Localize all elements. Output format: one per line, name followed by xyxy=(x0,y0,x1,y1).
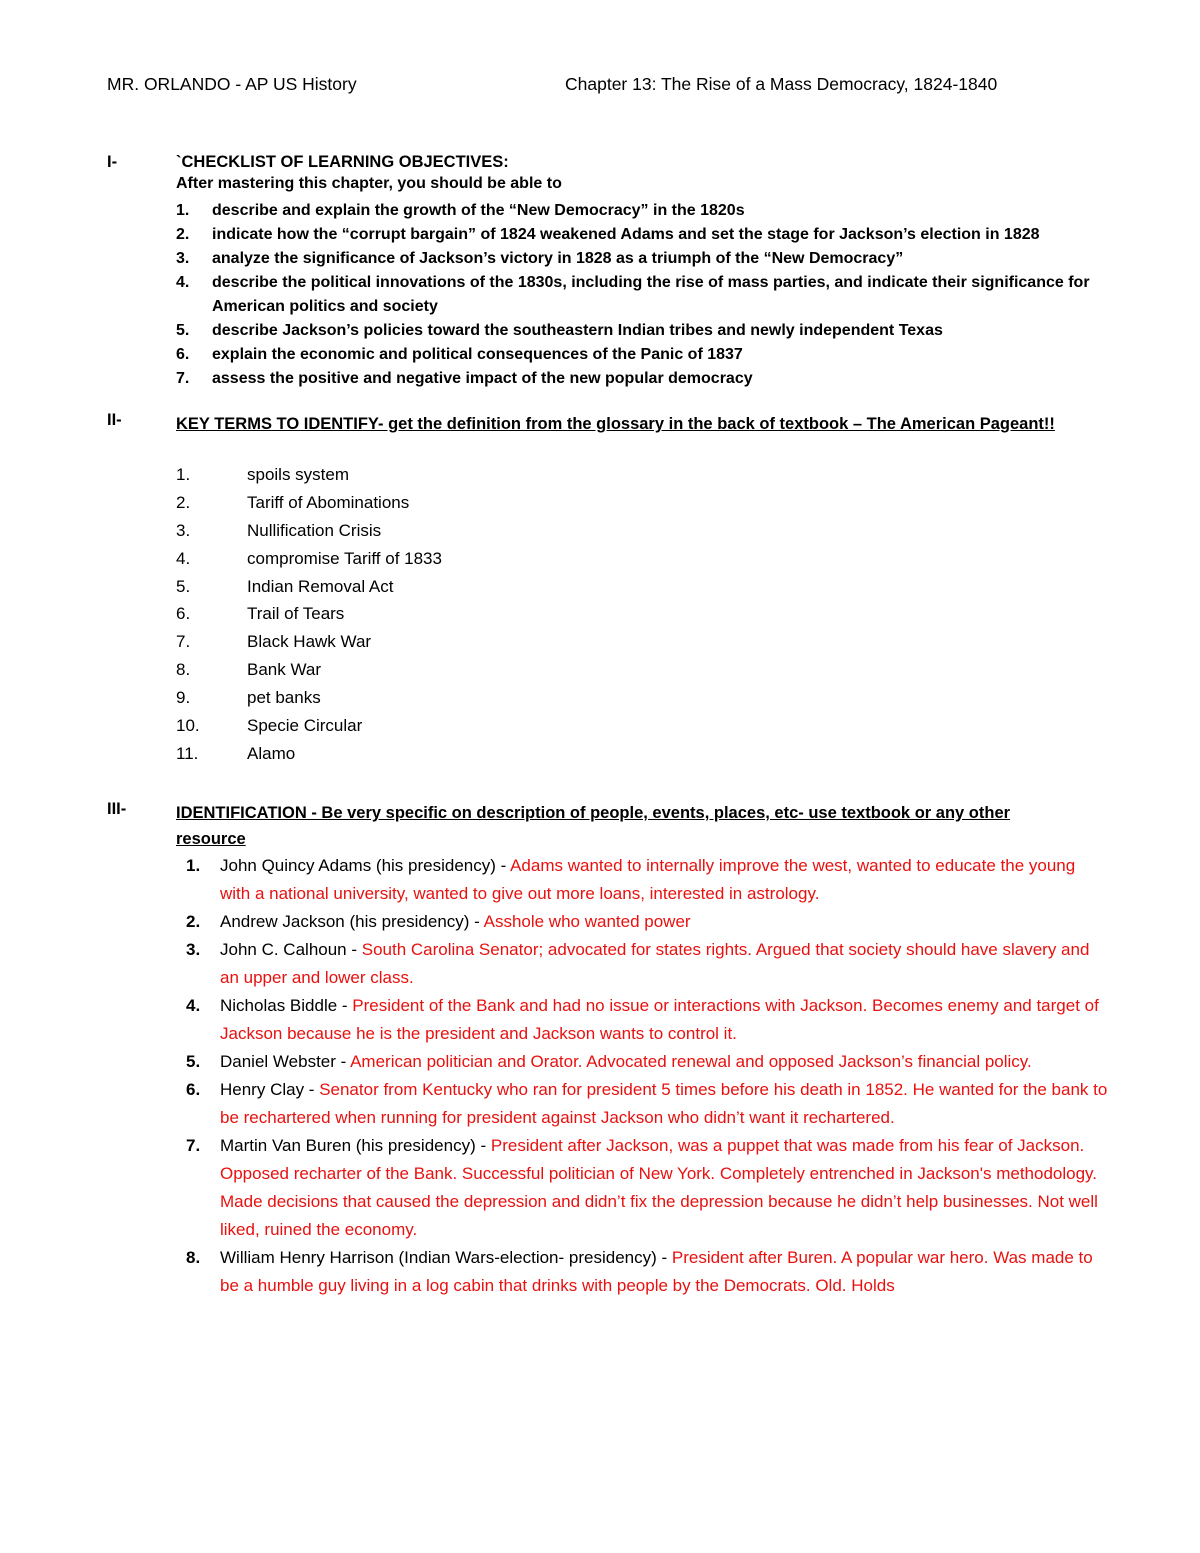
objective-item xyxy=(0,223,1200,247)
term-item xyxy=(0,658,1200,686)
term-number: 7. xyxy=(176,632,191,652)
objective-number: 3. xyxy=(176,250,190,267)
key-terms-list xyxy=(0,463,1200,770)
objective-text: indicate how the “corrupt bargain” of 1824 weakened Adams and set the stage for Jackson’s election in 1828 xyxy=(212,226,1040,243)
objective-text: describe Jackson’s policies toward the southeastern Indian tribes and newly independent Texas xyxy=(212,322,943,339)
item-answer: President of the Bank and had no issue or interactions with Jackson. Becomes enemy and target of Jackson because he is the president and Jackson wants to control it. xyxy=(220,996,1099,1043)
term-item xyxy=(0,491,1200,519)
item-term: John Quincy Adams (his presidency) - xyxy=(220,856,511,875)
section-number: II- xyxy=(107,411,122,429)
term-item xyxy=(0,463,1200,491)
section-title: IDENTIFICATION - Be very specific on description of people, events, places, etc- use textbook or any other resource xyxy=(176,804,1011,848)
item-number: 6. xyxy=(186,1080,201,1099)
term-item xyxy=(0,714,1200,742)
term-text: Specie Circular xyxy=(247,716,363,736)
objective-number: 1. xyxy=(176,202,190,219)
item-answer: South Carolina Senator; advocated for states rights. Argued that society should have slavery and an upper and lower class. xyxy=(220,940,1090,987)
term-number: 9. xyxy=(176,688,191,708)
term-item xyxy=(0,686,1200,714)
section-heading xyxy=(0,800,1200,848)
term-text: Tariff of Abominations xyxy=(247,492,410,512)
item-term: John C. Calhoun - xyxy=(220,940,362,959)
term-text: spoils system xyxy=(247,465,350,484)
term-text: Black Hawk War xyxy=(247,632,372,652)
term-number: 3. xyxy=(176,520,191,540)
item-term: Daniel Webster - xyxy=(220,1052,351,1071)
item-number: 2. xyxy=(186,912,201,931)
term-text: Trail of Tears xyxy=(247,604,345,624)
term-item xyxy=(0,742,1200,770)
term-number: 4. xyxy=(176,548,191,568)
item-answer: President after Jackson, was a puppet that was made from his fear of Jackson. Opposed recharter of the Bank. Successful politician of New York. Completely entrenched in Jackson's methodology. Made decisions that caused the depression and didn’t fix the depression because he didn’t help businesses. Not well liked, ruined the economy. xyxy=(220,1136,1098,1239)
term-text: Bank War xyxy=(247,660,322,680)
term-item xyxy=(0,519,1200,547)
item-number: 7. xyxy=(186,1136,201,1155)
section-heading xyxy=(0,153,1200,177)
item-term: Martin Van Buren (his presidency) - xyxy=(220,1136,491,1155)
term-text: Nullification Crisis xyxy=(247,520,382,540)
term-text: pet banks xyxy=(247,688,321,708)
item-term: Henry Clay - xyxy=(220,1080,320,1099)
objective-item xyxy=(0,247,1200,271)
term-number: 11. xyxy=(176,743,199,763)
identification-item xyxy=(0,852,1200,908)
header-chapter: Chapter 13: The Rise of a Mass Democracy, 1824-1840 xyxy=(565,74,998,94)
objective-item xyxy=(0,319,1200,343)
objective-number: 6. xyxy=(176,346,190,363)
term-number: 10. xyxy=(176,716,200,736)
objective-text: describe and explain the growth of the “New Democracy” in the 1820s xyxy=(212,202,745,219)
term-number: 1. xyxy=(176,465,191,484)
objective-text: assess the positive and negative impact of the new popular democracy xyxy=(212,370,753,387)
item-number: 8. xyxy=(186,1248,201,1267)
term-item xyxy=(0,630,1200,658)
objective-item xyxy=(0,343,1200,367)
item-number: 3. xyxy=(186,940,201,959)
objectives-intro: After mastering this chapter, you should be able to xyxy=(176,175,562,192)
objective-item xyxy=(0,271,1200,319)
objective-item xyxy=(0,199,1200,223)
identification-item xyxy=(0,1048,1200,1076)
identification-item xyxy=(0,1244,1200,1300)
section-key-terms xyxy=(0,411,1200,763)
objective-number: 4. xyxy=(176,274,190,291)
term-text: compromise Tariff of 1833 xyxy=(247,548,442,568)
term-number: 6. xyxy=(176,604,191,624)
identification-item xyxy=(0,936,1200,992)
objectives-list xyxy=(0,199,1200,391)
objective-item xyxy=(0,367,1200,391)
term-text: Alamo xyxy=(247,743,296,763)
term-number: 2. xyxy=(176,492,191,512)
item-term: Nicholas Biddle - xyxy=(220,996,353,1015)
objective-number: 2. xyxy=(176,226,190,243)
item-number: 5. xyxy=(186,1052,201,1071)
item-number: 1. xyxy=(186,856,201,875)
term-text: Indian Removal Act xyxy=(247,576,394,596)
term-item xyxy=(0,602,1200,630)
objective-text: analyze the significance of Jackson’s victory in 1828 as a triumph of the “New Democracy” xyxy=(212,250,904,267)
item-term: Andrew Jackson (his presidency) - xyxy=(220,912,484,931)
item-number: 4. xyxy=(186,996,201,1015)
identification-list xyxy=(0,852,1200,1300)
item-answer: American politician and Orator. Advocated renewal and opposed Jackson’s financial policy. xyxy=(350,1052,1032,1071)
section-number: III- xyxy=(107,800,127,818)
objective-number: 5. xyxy=(176,322,190,339)
identification-item xyxy=(0,908,1200,936)
objective-text: describe the political innovations of the 1830s, including the rise of mass parties, and indicate their significance for American politics and society xyxy=(212,274,1090,315)
section-title: `CHECKLIST OF LEARNING OBJECTIVES: xyxy=(176,153,509,171)
section-identification xyxy=(0,800,1200,1295)
item-answer: Asshole who wanted power xyxy=(483,912,691,931)
item-term: William Henry Harrison (Indian Wars-election- presidency) - xyxy=(220,1248,672,1267)
identification-item xyxy=(0,992,1200,1048)
section-title: KEY TERMS TO IDENTIFY- get the definition from the glossary in the back of textbook – The American Pageant!! xyxy=(176,415,1055,433)
section-heading xyxy=(0,411,1200,435)
header-course: MR. ORLANDO - AP US History xyxy=(107,74,357,94)
section-learning-objectives xyxy=(0,153,1200,387)
identification-item xyxy=(0,1132,1200,1244)
term-item xyxy=(0,547,1200,575)
item-answer: Adams wanted to internally improve the west, wanted to educate the young with a national university, wanted to give out more loans, interested in astrology. xyxy=(220,856,1076,903)
objective-number: 7. xyxy=(176,370,190,387)
section-number: I- xyxy=(107,153,118,171)
identification-item xyxy=(0,1076,1200,1132)
term-item xyxy=(0,575,1200,603)
term-number: 5. xyxy=(176,576,191,596)
objective-text: explain the economic and political consequences of the Panic of 1837 xyxy=(212,346,743,363)
item-answer: Senator from Kentucky who ran for president 5 times before his death in 1852. He wanted for the bank to be rechartered when running for president against Jackson who didn’t want it rechartered. xyxy=(220,1080,1108,1127)
item-answer: President after Buren. A popular war hero. Was made to be a humble guy living in a log cabin that drinks with people by the Democrats. Old. Holds xyxy=(220,1248,1093,1295)
term-number: 8. xyxy=(176,660,191,680)
